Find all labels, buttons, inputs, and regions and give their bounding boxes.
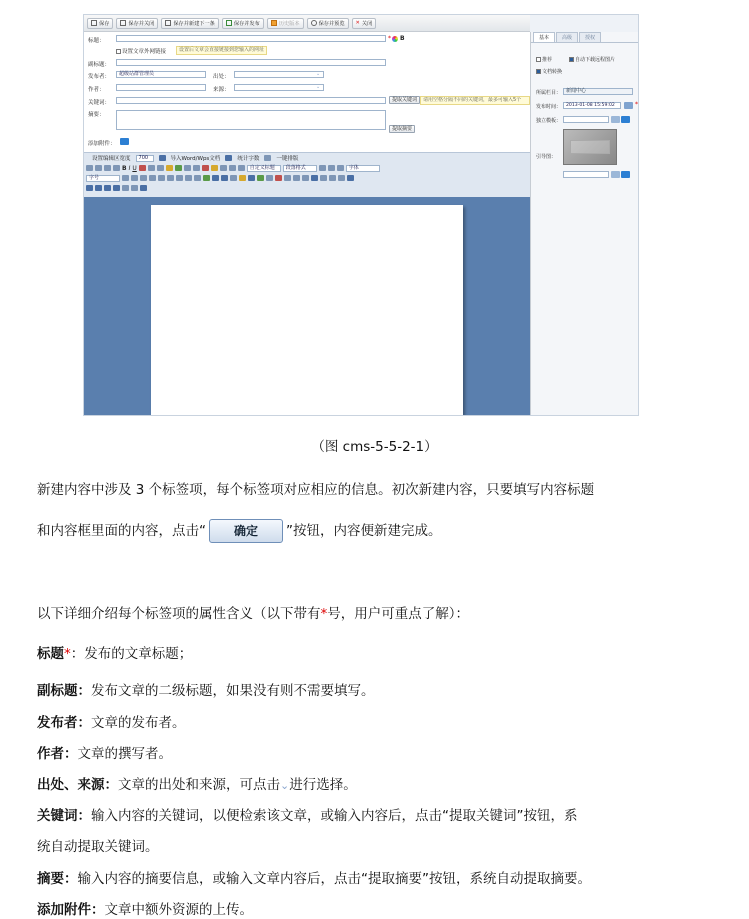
summary-textarea[interactable]	[116, 110, 386, 130]
external-link-hint: 设置后文章会直接链接到您输入的网址	[176, 46, 267, 55]
time-icon[interactable]	[302, 175, 309, 181]
undo-icon[interactable]	[611, 171, 620, 178]
origin-label: 来源：	[213, 87, 230, 93]
pagebreak-icon[interactable]	[275, 175, 282, 181]
save-button[interactable]: 保存	[87, 18, 113, 29]
line-height-icon[interactable]	[319, 165, 326, 171]
help-icon[interactable]	[140, 185, 147, 191]
folder-icon[interactable]	[120, 138, 129, 145]
hr-icon[interactable]	[284, 175, 291, 181]
keyword-label: 关键词：	[88, 100, 111, 106]
field-title: 标题*：发布的文章标题；	[37, 646, 193, 662]
author-input[interactable]	[116, 84, 206, 91]
detail-intro: 以下详细介绍每个标签项的属性含义（以下带有*号，用户可重点了解）：	[37, 606, 469, 622]
thumbnail-image[interactable]	[563, 129, 617, 165]
auto-download-row: 自动下载远程图片	[569, 56, 615, 63]
editor-top-row: 设置编辑区宽度 700 导入Word/Wps文档 统计字数 一键排版	[92, 154, 299, 162]
publisher-label: 发布者：	[88, 74, 111, 80]
paragraph-select[interactable]: 段落格式	[283, 165, 317, 172]
sidebar-tabs	[531, 32, 639, 43]
italic-icon[interactable]: I	[128, 164, 131, 172]
cms-editor-screenshot	[83, 14, 639, 416]
font-color-icon[interactable]	[202, 165, 209, 171]
doc-convert-checkbox[interactable]	[536, 69, 541, 74]
unordered-list-icon[interactable]	[229, 165, 236, 171]
intro-line-2: 和内容框里面的内容，点击“ 确定 ”按钮，内容便新建完成。	[37, 519, 442, 543]
save-icon	[91, 20, 97, 26]
chevron-down-icon: ⌄	[280, 779, 290, 792]
editor-format-row-3	[86, 184, 147, 192]
undo-icon[interactable]	[86, 165, 93, 171]
template-input[interactable]	[563, 116, 609, 123]
align-left-icon[interactable]	[140, 175, 147, 181]
save-icon	[165, 20, 171, 26]
code-icon[interactable]	[257, 175, 264, 181]
field-source: 出处、来源：文章的出处和来源，可点击⌄进行选择。	[37, 777, 357, 793]
redo-icon[interactable]	[95, 165, 102, 171]
publisher-input[interactable]: 超级站群管理员	[116, 71, 206, 78]
ordered-list-icon[interactable]	[220, 165, 227, 171]
publish-time-input[interactable]: 2013-01-08 15:59:02	[563, 102, 621, 109]
multi-image-icon[interactable]	[212, 175, 219, 181]
delete-table-icon[interactable]	[104, 185, 111, 191]
save-publish-button[interactable]: 保存并发布	[222, 18, 264, 29]
required-star: *	[388, 35, 391, 42]
keyword-hint: 请用空格分隔不同的关键词，最多可输入5个	[420, 96, 530, 105]
check-icon	[226, 20, 232, 26]
extract-summary-button[interactable]: 提取摘要	[389, 125, 415, 133]
save-close-button[interactable]: 保存并关闭	[116, 18, 158, 29]
map-icon[interactable]	[230, 175, 237, 181]
recommend-row: 推荐	[536, 56, 552, 63]
origin-select[interactable]	[234, 84, 324, 91]
title-input[interactable]	[116, 35, 386, 42]
field-subtitle: 副标题：发布文章的二级标题，如果没有则不需要填写。	[37, 683, 375, 699]
table-icon[interactable]	[311, 175, 318, 181]
template-icon[interactable]	[248, 175, 255, 181]
editor-page[interactable]	[151, 205, 463, 415]
attachment-label: 添加附件：	[88, 141, 116, 147]
subtitle-input[interactable]	[116, 59, 386, 66]
eye-icon	[311, 20, 317, 26]
editor-format-row-1	[86, 164, 380, 172]
chevron-down-icon[interactable]: ⌄	[316, 71, 321, 77]
table-props-icon[interactable]	[113, 185, 120, 191]
count-words-button[interactable]: 统计字数	[237, 156, 260, 162]
color-picker-icon[interactable]	[392, 36, 398, 42]
anchor-icon[interactable]	[194, 175, 201, 181]
keyword-input[interactable]	[116, 97, 386, 104]
tab-permission[interactable]: 授权	[579, 32, 601, 42]
external-link-row: 设置文章外网链接	[116, 47, 166, 55]
highlight-icon[interactable]	[211, 165, 218, 171]
field-author: 作者：文章的撰写者。	[37, 746, 172, 762]
doc-convert-row: 文档转换	[536, 68, 562, 75]
bold-icon[interactable]: B	[400, 35, 405, 42]
folder-icon[interactable]	[621, 116, 630, 123]
justify-icon[interactable]	[167, 175, 174, 181]
source-select[interactable]	[234, 71, 324, 78]
heading-select[interactable]: 自定义标题	[247, 165, 281, 172]
width-select[interactable]: 700	[136, 155, 154, 162]
cut-icon[interactable]	[104, 165, 111, 171]
content-form	[84, 32, 530, 416]
unlink-icon[interactable]	[185, 175, 192, 181]
quote-icon[interactable]	[184, 165, 191, 171]
insert-col-icon[interactable]	[329, 175, 336, 181]
link-icon[interactable]	[176, 175, 183, 181]
source-label: 出处：	[213, 74, 230, 80]
save-new-button[interactable]: 保存并新建下一条	[161, 18, 219, 29]
template-label: 独立模板：	[536, 118, 562, 124]
recommend-checkbox[interactable]	[536, 57, 541, 62]
align-right-icon[interactable]	[158, 175, 165, 181]
field-attachment: 添加附件：文章中额外资源的上传。	[37, 902, 253, 918]
image-icon[interactable]	[203, 175, 210, 181]
editor-format-row-2	[86, 174, 354, 182]
thumb-input[interactable]	[563, 171, 609, 178]
delete-row-icon[interactable]	[86, 185, 93, 191]
column-label: 所属栏目：	[536, 90, 562, 96]
field-summary: 摘要：输入内容的摘要信息，或输入文章内容后，点击“提取摘要”按钮，系统自动提取摘要。	[37, 871, 591, 887]
date-icon[interactable]	[293, 175, 300, 181]
file-icon[interactable]	[266, 175, 273, 181]
strike-icon[interactable]	[139, 165, 146, 171]
calendar-icon[interactable]	[624, 102, 633, 109]
tab-advanced[interactable]: 高级	[556, 32, 578, 42]
format-icon	[264, 155, 271, 161]
rtl-icon[interactable]	[131, 175, 138, 181]
history-icon	[271, 20, 277, 26]
search-icon[interactable]	[122, 185, 129, 191]
editor-canvas	[84, 197, 530, 416]
underline-icon[interactable]: U	[132, 164, 137, 172]
save-preview-button[interactable]: 保存并预览	[307, 18, 349, 29]
publish-time-label: 发布时间：	[536, 104, 562, 110]
clear-icon[interactable]	[175, 165, 182, 171]
save-icon	[120, 20, 126, 26]
column-value[interactable]: 新闻中心	[563, 88, 633, 95]
bold-icon[interactable]: B	[122, 164, 127, 172]
indent-icon[interactable]	[337, 165, 344, 171]
title-label: 标题：	[88, 38, 105, 44]
field-keyword: 关键词：输入内容的关键词，以便检索该文章，或输入内容后，点击“提取关键词”按钮，系	[37, 808, 578, 824]
select-all-icon[interactable]	[193, 165, 200, 171]
auto-format-button[interactable]: 一键排版	[276, 156, 299, 162]
brush-icon[interactable]	[166, 165, 173, 171]
font-select[interactable]: 字体	[346, 165, 380, 172]
import-word-button[interactable]: 导入Word/Wps文档	[170, 156, 221, 162]
paste-icon[interactable]	[113, 165, 120, 171]
word-icon	[159, 155, 166, 161]
insert-row-icon[interactable]	[320, 175, 327, 181]
external-link-checkbox[interactable]	[116, 49, 121, 54]
author-label: 作者：	[88, 87, 105, 93]
property-sidebar	[530, 32, 639, 416]
count-icon	[225, 155, 232, 161]
history-button[interactable]: 历史版本	[267, 18, 304, 29]
thumb-label: 引导图：	[536, 154, 557, 160]
close-icon: ✕	[355, 20, 360, 26]
size-select[interactable]: 字号	[86, 175, 120, 182]
editor-toolbar	[84, 15, 530, 32]
spacing-icon[interactable]	[328, 165, 335, 171]
video-icon[interactable]	[221, 175, 228, 181]
emotion-icon[interactable]	[239, 175, 246, 181]
editor-toolbar-area	[84, 152, 530, 197]
merge-icon[interactable]	[338, 175, 345, 181]
print-icon[interactable]	[131, 185, 138, 191]
required-star: *	[635, 101, 638, 108]
field-keyword-cont: 统自动提取关键词。	[37, 839, 159, 855]
intro-line-1: 新建内容中涉及 3 个标签项，每个标签项对应相应的信息。初次新建内容，只要填写内容标题	[37, 482, 595, 498]
tab-basic[interactable]: 基本	[533, 32, 555, 42]
summary-label: 摘要：	[88, 112, 105, 118]
folder-icon[interactable]	[621, 171, 630, 178]
thumbnail-placeholder	[570, 140, 610, 154]
extract-keyword-button[interactable]: 提取关键词	[389, 96, 420, 104]
ltr-icon[interactable]	[122, 175, 129, 181]
split-icon[interactable]	[347, 175, 354, 181]
chevron-down-icon[interactable]: ⌄	[316, 84, 321, 90]
subscript-icon[interactable]	[157, 165, 164, 171]
subtitle-label: 副标题：	[88, 62, 111, 68]
figure-caption: （图 cms-5-5-2-1）	[311, 439, 438, 455]
auto-download-checkbox[interactable]	[569, 57, 574, 62]
close-button[interactable]: ✕ 关闭	[352, 18, 377, 29]
field-publisher: 发布者：文章的发布者。	[37, 715, 186, 731]
ok-button-image: 确定	[209, 519, 283, 543]
clear-format-icon[interactable]	[238, 165, 245, 171]
superscript-icon[interactable]	[148, 165, 155, 171]
align-center-icon[interactable]	[149, 175, 156, 181]
delete-col-icon[interactable]	[95, 185, 102, 191]
undo-icon[interactable]	[611, 116, 620, 123]
